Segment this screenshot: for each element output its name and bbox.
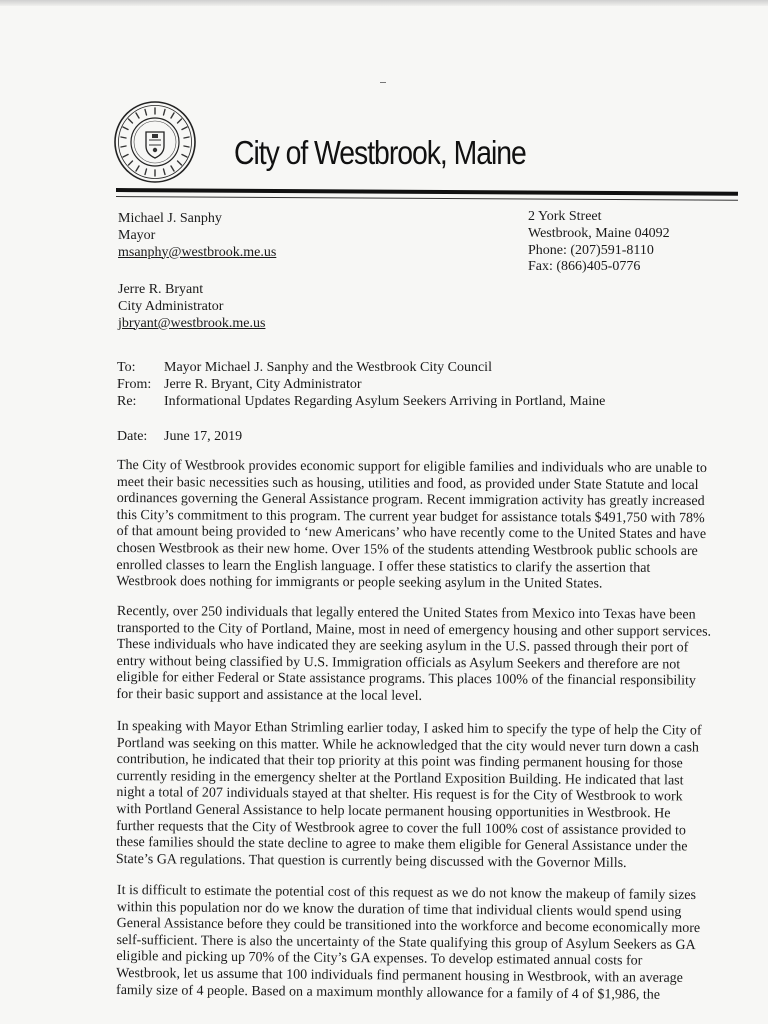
paragraph-line: eligible and picking up 70% of the City’s GA expenses. To develop estimated annual costs for: [116, 949, 643, 969]
memo-header: [117, 360, 605, 410]
paragraph-line: further requests that the City of Westbrook agree to cover the full 100% cost of assistance provided to: [116, 818, 686, 839]
paragraph-line: ordinances governing the General Assistance program. Recent immigration activity has greatly increased: [116, 491, 705, 510]
memo-date-value: June 17, 2019: [164, 429, 243, 444]
header-rule: [116, 188, 738, 196]
memo-to-value: Mayor Michael J. Sanphy and the Westbrook City Council: [164, 360, 492, 375]
paragraph-line: These individuals who have indicated they are seeking asylum in the U.S. passed through their port of: [116, 637, 689, 656]
body-paragraph-4: [116, 883, 717, 1004]
memo-date-label: Date:: [117, 429, 148, 444]
city-title: City of Westbrook, Maine: [234, 134, 526, 171]
address-phone: Phone: (207)591-8110: [528, 242, 654, 258]
paragraph-line: family size of 4 people. Based on a maximum monthly allowance for a family of 4 of $1,986, the: [116, 982, 661, 1003]
paragraph-line: currently residing in the emergency shelter at the Portland Exposition Building. He indicated that last: [116, 768, 684, 789]
paragraph-line: for their basic support and assistance at the local level.: [116, 686, 423, 704]
mayor-email-link[interactable]: msanphy@westbrook.me.us: [118, 244, 277, 260]
paragraph-line: The City of Westbrook provides economic support for eligible families and individuals who are unable to: [116, 458, 707, 477]
paragraph-line: enrolled classes to learn the English language. I offer these statistics to clarify the assertion that: [116, 557, 651, 576]
address-street: 2 York Street: [528, 209, 602, 224]
paragraph-line: meet their basic necessities such as housing, utilities and food, as provided under State Statute and local: [116, 474, 699, 493]
paragraph-line: General Assistance before they could be transitioned into the workforce and become economically more: [116, 916, 701, 937]
paragraph-line: Westbrook does nothing for immigrants or people seeking asylum in the United States.: [116, 574, 603, 592]
paragraph-line: within this population nor do we know the duration of time that individual clients would spend using: [116, 899, 682, 920]
scan-edge: [0, 0, 768, 6]
header-rule-thin: [116, 196, 738, 201]
mayor-name: Michael J. Sanphy: [118, 211, 222, 226]
paragraph-line: In speaking with Mayor Ethan Strimling earlier today, I asked him to specify the type of help the City of: [116, 719, 702, 739]
administrator-title: City Administrator: [118, 298, 224, 314]
city-address: [528, 209, 670, 276]
body-paragraph-3: [116, 719, 717, 873]
administrator-name: Jerre R. Bryant: [118, 282, 204, 297]
paragraph-line: transported to the City of Portland, Maine, most in need of emergency housing and other support services.: [116, 620, 712, 640]
memo-re-value: Informational Updates Regarding Asylum Seekers Arriving in Portland, Maine: [164, 393, 606, 409]
paragraph-line: State’s GA regulations. That question is currently being discussed with the Governor Mills.: [115, 851, 627, 871]
mayor-title: Mayor: [118, 227, 156, 243]
scan-mark: [380, 82, 386, 83]
paragraph-line: eligible for either Federal or State assistance programs. This places 100% of the financial responsibility: [116, 670, 697, 689]
city-seal-icon: [113, 100, 197, 184]
memo-to-row: [117, 360, 605, 377]
paragraph-line: this City’s commitment to this program. The current year budget for assistance totals $491,750 with 78%: [116, 507, 705, 526]
administrator-contact: [118, 282, 265, 332]
memo-from-value: Jerre R. Bryant, City Administrator: [164, 376, 362, 392]
administrator-email-link[interactable]: jbryant@westbrook.me.us: [118, 315, 266, 331]
paragraph-line: Portland was seeking on this matter. While he acknowledged that the city would never turn down a cash: [116, 735, 700, 756]
body-paragraph-1: [116, 458, 717, 594]
paragraph-line: self-sufficient. There is also the uncertainty of the State qualifying this group of Asylum Seekers as GA: [116, 932, 696, 953]
body-paragraph-2: [116, 604, 717, 707]
paragraph-line: Westbrook, let us assume that 100 individuals find permanent housing in Westbrook, with an average: [116, 965, 683, 986]
memo-date-row: [117, 429, 242, 445]
paragraph-line: with Portland General Assistance to help locate permanent housing opportunities in Westbrook. He: [116, 801, 671, 822]
address-fax: Fax: (866)405-0776: [528, 259, 641, 275]
paragraph-line: chosen Westbrook as their new home. Over 15% of the students attending Westbrook public schools are: [116, 540, 698, 560]
mayor-contact: [118, 211, 276, 261]
paragraph-line: contribution, he indicated that their top priority at this point was finding permanent housing for those: [116, 752, 683, 772]
paragraph-line: these families should the state decline to agree to make them eligible for General Assistance under the: [115, 835, 688, 855]
memo-from-row: [117, 377, 605, 394]
paragraph-line: It is difficult to estimate the potential cost of this request as we do not know the makeup of family sizes: [116, 883, 697, 904]
paragraph-line: night a total of 207 individuals stayed at that shelter. His request is for the City of Westbrook to work: [116, 785, 683, 805]
address-city: Westbrook, Maine 04092: [528, 225, 670, 241]
memo-re-row: [117, 394, 605, 411]
memo-to-label: To:: [117, 360, 136, 375]
memo-re-label: Re:: [117, 393, 137, 409]
paragraph-line: of that amount being provided to ‘new Americans’ who have recently come to the United States and have: [116, 524, 707, 543]
paragraph-line: entry without being classified by U.S. Immigration officials as Asylum Seekers and therefore are not: [116, 653, 681, 673]
memo-from-label: From:: [117, 376, 152, 392]
paragraph-line: Recently, over 250 individuals that legally entered the United States from Mexico into Texas have been: [116, 604, 696, 623]
